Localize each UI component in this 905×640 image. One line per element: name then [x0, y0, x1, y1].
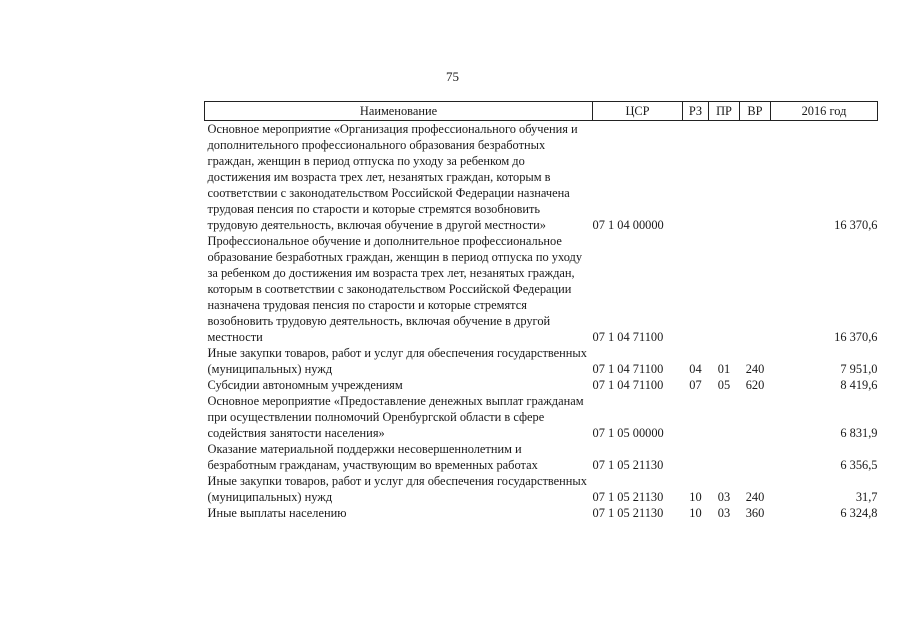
row-vr [740, 441, 771, 473]
row-amount: 16 370,6 [834, 330, 878, 344]
row-amount: 6 831,9 [840, 426, 878, 440]
row-csr: 07 1 05 21130 [592, 490, 664, 504]
header-rz: РЗ [683, 102, 709, 121]
row-name: Субсидии автономным учреждениям [207, 378, 403, 392]
header-pr: ПР [709, 102, 740, 121]
row-pr [709, 233, 740, 345]
budget-table [204, 101, 878, 521]
row-vr: 620 [745, 378, 765, 392]
row-vr: 240 [745, 490, 765, 504]
row-pr: 03 [717, 490, 731, 504]
row-amount: 7 951,0 [840, 362, 878, 376]
row-rz: 10 [689, 506, 702, 520]
row-name: Иные выплаты населению [207, 506, 347, 520]
row-rz: 07 [689, 378, 702, 392]
header-year: 2016 год [771, 102, 878, 121]
table-row [205, 377, 878, 393]
row-amount: 31,7 [855, 490, 878, 504]
row-pr: 05 [717, 378, 731, 392]
row-csr: 07 1 04 71100 [592, 378, 664, 392]
row-vr [740, 121, 771, 234]
header-csr: ЦСР [593, 102, 683, 121]
row-name: Основное мероприятие «Организация профессионального обучения и дополнительного профессионального образования безработных граждан, женщин в период отпуска по уходу за ребенком до достижения им возраста трех лет, незанятых граждан, которым в соответствии с законодательством Российской Федерации назначена трудовая пенсия по старости и которые стремятся возобновить трудовую деятельность, включая обучение в другой местности» [207, 122, 578, 232]
row-amount: 6 324,8 [840, 506, 878, 520]
row-csr: 07 1 05 21130 [592, 506, 664, 520]
row-rz: 10 [689, 490, 702, 504]
table-row [205, 233, 878, 345]
row-pr [709, 441, 740, 473]
table-row [205, 345, 878, 377]
row-csr: 07 1 05 00000 [592, 426, 664, 440]
row-vr: 240 [745, 362, 765, 376]
row-pr: 03 [717, 506, 731, 520]
row-name: Основное мероприятие «Предоставление денежных выплат гражданам при осуществлении полномочий Оренбургской области в сфере содействия занятости населения» [207, 394, 584, 440]
row-csr: 07 1 04 00000 [592, 218, 664, 232]
row-amount: 16 370,6 [834, 218, 878, 232]
row-rz [683, 233, 709, 345]
table-row [205, 121, 878, 234]
row-name: Профессиональное обучение и дополнительное профессиональное образование безработных граждан, женщин в период отпуска по уходу за ребенком до достижения им возраста трех лет, незанятых граждан, которым в соответствии с законодательством Российской Федерации назначена трудовая пенсия по старости и которые стремятся возобновить трудовую деятельность, включая обучение в другой местности [207, 234, 583, 344]
table-row [205, 473, 878, 505]
row-csr: 07 1 05 21130 [592, 458, 664, 472]
row-pr: 01 [717, 362, 731, 376]
row-name: Иные закупки товаров, работ и услуг для обеспечения государственных (муниципальных) нужд [207, 474, 587, 504]
row-amount: 8 419,6 [840, 378, 878, 392]
table-row [205, 505, 878, 521]
row-pr [709, 121, 740, 234]
row-pr [709, 393, 740, 441]
row-name: Иные закупки товаров, работ и услуг для обеспечения государственных (муниципальных) нужд [207, 346, 587, 376]
row-vr [740, 393, 771, 441]
row-csr: 07 1 04 71100 [592, 330, 664, 344]
table-header-row [205, 102, 878, 121]
header-vr: ВР [740, 102, 771, 121]
table-row [205, 393, 878, 441]
table-row [205, 441, 878, 473]
row-vr: 360 [745, 506, 765, 520]
row-name: Оказание материальной поддержки несовершеннолетним и безработным гражданам, участвующим во временных работах [207, 442, 538, 472]
row-rz [683, 441, 709, 473]
row-amount: 6 356,5 [840, 458, 878, 472]
row-rz: 04 [689, 362, 702, 376]
page-number: 75 [446, 69, 459, 84]
row-rz [683, 393, 709, 441]
row-rz [683, 121, 709, 234]
header-name: Наименование [205, 102, 593, 121]
row-csr: 07 1 04 71100 [592, 362, 664, 376]
row-vr [740, 233, 771, 345]
